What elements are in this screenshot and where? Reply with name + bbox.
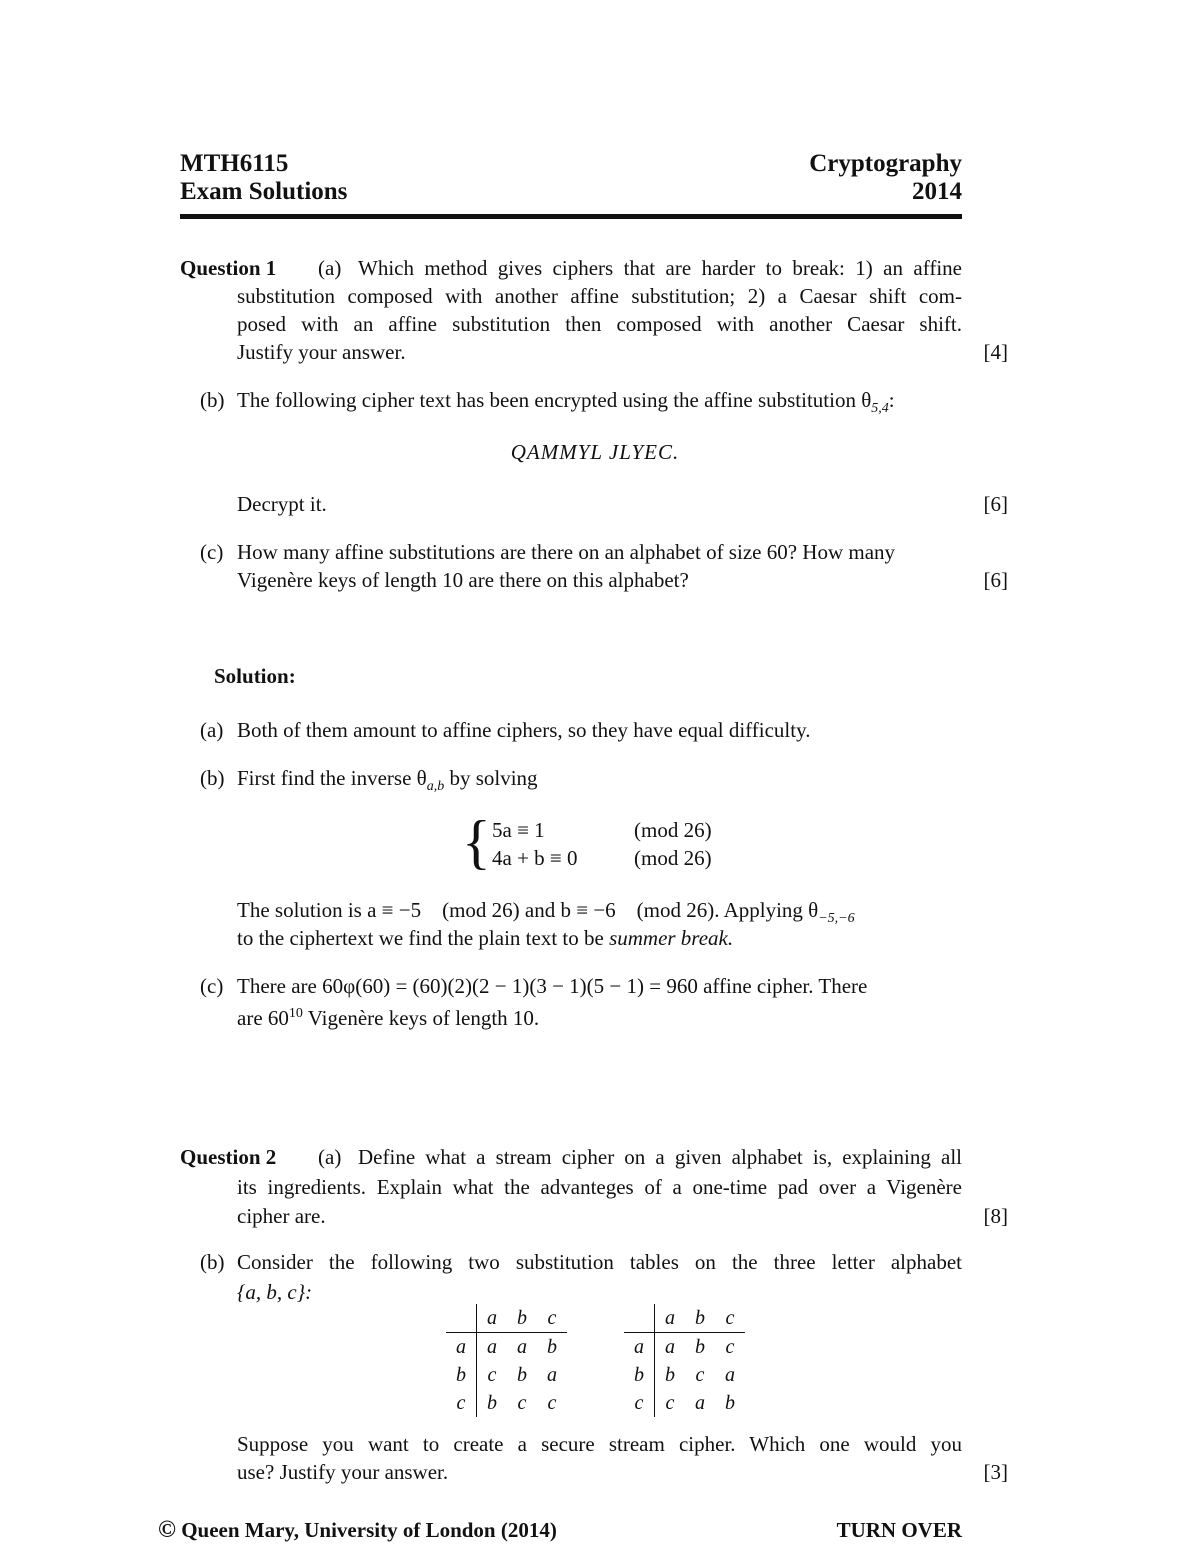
- table-cell: b: [487, 1391, 497, 1414]
- table-cell: a: [517, 1335, 527, 1358]
- table-cell: c: [517, 1391, 527, 1414]
- q2b-question-1: Suppose you want to create a secure stream cipher. Which one would you: [237, 1432, 962, 1456]
- table-cell: b: [695, 1335, 705, 1358]
- sol-c-line-1: There are 60φ(60) = (60)(2)(2 − 1)(3 − 1)(5 − 1) = 960 affine cipher. There: [237, 974, 868, 998]
- table-row: [624, 1361, 745, 1389]
- q1-label: Question 1: [180, 256, 277, 280]
- q2b-tag: (b): [200, 1250, 225, 1274]
- q1a-tag: (a): [318, 256, 342, 280]
- table-row: [446, 1361, 567, 1389]
- sol-b-plaintext: summer break.: [609, 926, 734, 950]
- q1b-theta-sub: 5,4: [871, 401, 889, 417]
- table-col-header: a: [655, 1304, 686, 1333]
- q2b-line-1: Consider the following two substitution tables on the three letter alphabet: [237, 1250, 962, 1274]
- table-row: [446, 1389, 567, 1417]
- course-code: MTH6115: [180, 150, 289, 177]
- table-cell: b: [725, 1391, 735, 1414]
- table-corner: [446, 1304, 477, 1333]
- table-row-header: b: [446, 1361, 477, 1389]
- table-corner: [624, 1304, 655, 1333]
- table-cell: c: [487, 1363, 497, 1386]
- q2a-line-3: cipher are.: [237, 1204, 326, 1228]
- q1c-line-2: Vigenère keys of length 10 are there on this alphabet?: [237, 568, 689, 592]
- sol-b-result-sub: −5,−6: [818, 911, 855, 927]
- q2a-marks: [8]: [983, 1204, 1008, 1228]
- sol-c-tag: (c): [200, 974, 224, 998]
- sol-b-eq1-mod: (mod 26): [634, 818, 712, 842]
- sol-a-tag: (a): [200, 718, 224, 742]
- q1a-line-2: substitution composed with another affine substitution; 2) a Caesar shift com-: [237, 284, 962, 308]
- table-cell: c: [695, 1363, 705, 1386]
- footer-turn-over: TURN OVER: [836, 1518, 962, 1542]
- table-row: [624, 1389, 745, 1417]
- sol-c-line-2: [237, 1000, 539, 1032]
- sol-b-eq1: 5a ≡ 1: [492, 818, 545, 842]
- solution-label: Solution:: [214, 664, 296, 688]
- q2a-line-1: Define what a stream cipher on a given alphabet is, explaining all: [358, 1145, 962, 1169]
- table-col-header: b: [507, 1304, 537, 1333]
- substitution-table-1: [446, 1304, 567, 1417]
- sol-b-intro: [237, 764, 538, 801]
- q1b-tag: (b): [200, 388, 225, 412]
- q2b-marks: [3]: [983, 1460, 1008, 1484]
- sol-a-text: Both of them amount to affine ciphers, so they have equal difficulty.: [237, 718, 811, 742]
- q1c-marks: [6]: [983, 568, 1008, 592]
- subject: Cryptography: [809, 150, 962, 177]
- table-row: [624, 1333, 745, 1362]
- system-brace: {: [462, 809, 491, 875]
- q1b-text: [237, 386, 895, 423]
- q1b-text-end: :: [888, 388, 895, 412]
- sol-c-exponent: 10: [288, 1006, 303, 1021]
- table-cell: c: [665, 1391, 675, 1414]
- table-row-header: c: [624, 1389, 655, 1417]
- q1a-line-1: Which method gives ciphers that are harder to break: 1) an affine: [358, 256, 962, 280]
- table-cell: a: [725, 1363, 735, 1386]
- sol-b-intro-main: First find the inverse θ: [237, 766, 427, 790]
- q1b-ciphertext: QAMMYL JLYEC.: [510, 440, 680, 464]
- header-rule: [180, 214, 962, 219]
- sol-b-intro-sub: a,b: [426, 779, 445, 795]
- sol-b-result-2: [237, 924, 733, 952]
- table-col-header: a: [477, 1304, 508, 1333]
- table-col-header: c: [537, 1304, 567, 1333]
- table-cell: a: [695, 1391, 705, 1414]
- doc-type: Exam Solutions: [180, 178, 348, 205]
- table-col-header: c: [715, 1304, 745, 1333]
- table-cell: a: [665, 1335, 675, 1358]
- q1c-tag: (c): [200, 540, 224, 564]
- table-row-header: c: [446, 1389, 477, 1417]
- table-col-header: b: [685, 1304, 715, 1333]
- q1c-line-1: How many affine substitutions are there on an alphabet of size 60? How many: [237, 540, 896, 564]
- table-cell: a: [547, 1363, 557, 1386]
- q1b-marks: [6]: [983, 492, 1008, 516]
- footer-copyright-text: Queen Mary, University of London (2014): [181, 1518, 557, 1542]
- q2-label: Question 2: [180, 1145, 277, 1169]
- table-row-header: a: [624, 1333, 655, 1362]
- q1a-line-3: posed with an affine substitution then composed with another Caesar shift.: [237, 312, 962, 336]
- substitution-table-2: [624, 1304, 745, 1417]
- footer-copyright: [158, 1516, 557, 1544]
- table-cell: c: [725, 1335, 735, 1358]
- table-row: [446, 1333, 567, 1362]
- table-row-header: a: [446, 1333, 477, 1362]
- q1b-instruction: Decrypt it.: [237, 492, 327, 516]
- q1a-marks: [4]: [983, 340, 1008, 364]
- table-cell: b: [517, 1363, 527, 1386]
- table-cell: b: [547, 1335, 557, 1358]
- copyright-icon: ©: [158, 1517, 176, 1543]
- q2a-line-2: its ingredients. Explain what the advanteges of a one-time pad over a Vigenère: [237, 1175, 962, 1199]
- q2b-alphabet: {a, b, c}:: [237, 1280, 313, 1304]
- sol-c-line-2-a: are 60: [237, 1006, 289, 1030]
- sol-b-tag: (b): [200, 766, 225, 790]
- sol-b-eq2-mod: (mod 26): [634, 846, 712, 870]
- sol-b-intro-end: by solving: [444, 766, 538, 790]
- sol-b-result-2-main: to the ciphertext we find the plain text to be: [237, 926, 610, 950]
- sol-b-result-main: The solution is a ≡ −5 (mod 26) and b ≡ −6 (mod 26). Applying θ: [237, 898, 819, 922]
- table-row-header: b: [624, 1361, 655, 1389]
- table-cell: b: [665, 1363, 675, 1386]
- sol-b-eq2: 4a + b ≡ 0: [492, 846, 578, 870]
- year: 2014: [912, 178, 962, 205]
- q2b-question-2: use? Justify your answer.: [237, 1460, 449, 1484]
- table-cell: c: [547, 1391, 557, 1414]
- q1a-line-4: Justify your answer.: [237, 340, 406, 364]
- sol-c-line-2-b: Vigenère keys of length 10.: [302, 1006, 540, 1030]
- q2a-tag: (a): [318, 1145, 342, 1169]
- q1b-text-main: The following cipher text has been encrypted using the affine substitution θ: [237, 388, 872, 412]
- table-cell: a: [487, 1335, 497, 1358]
